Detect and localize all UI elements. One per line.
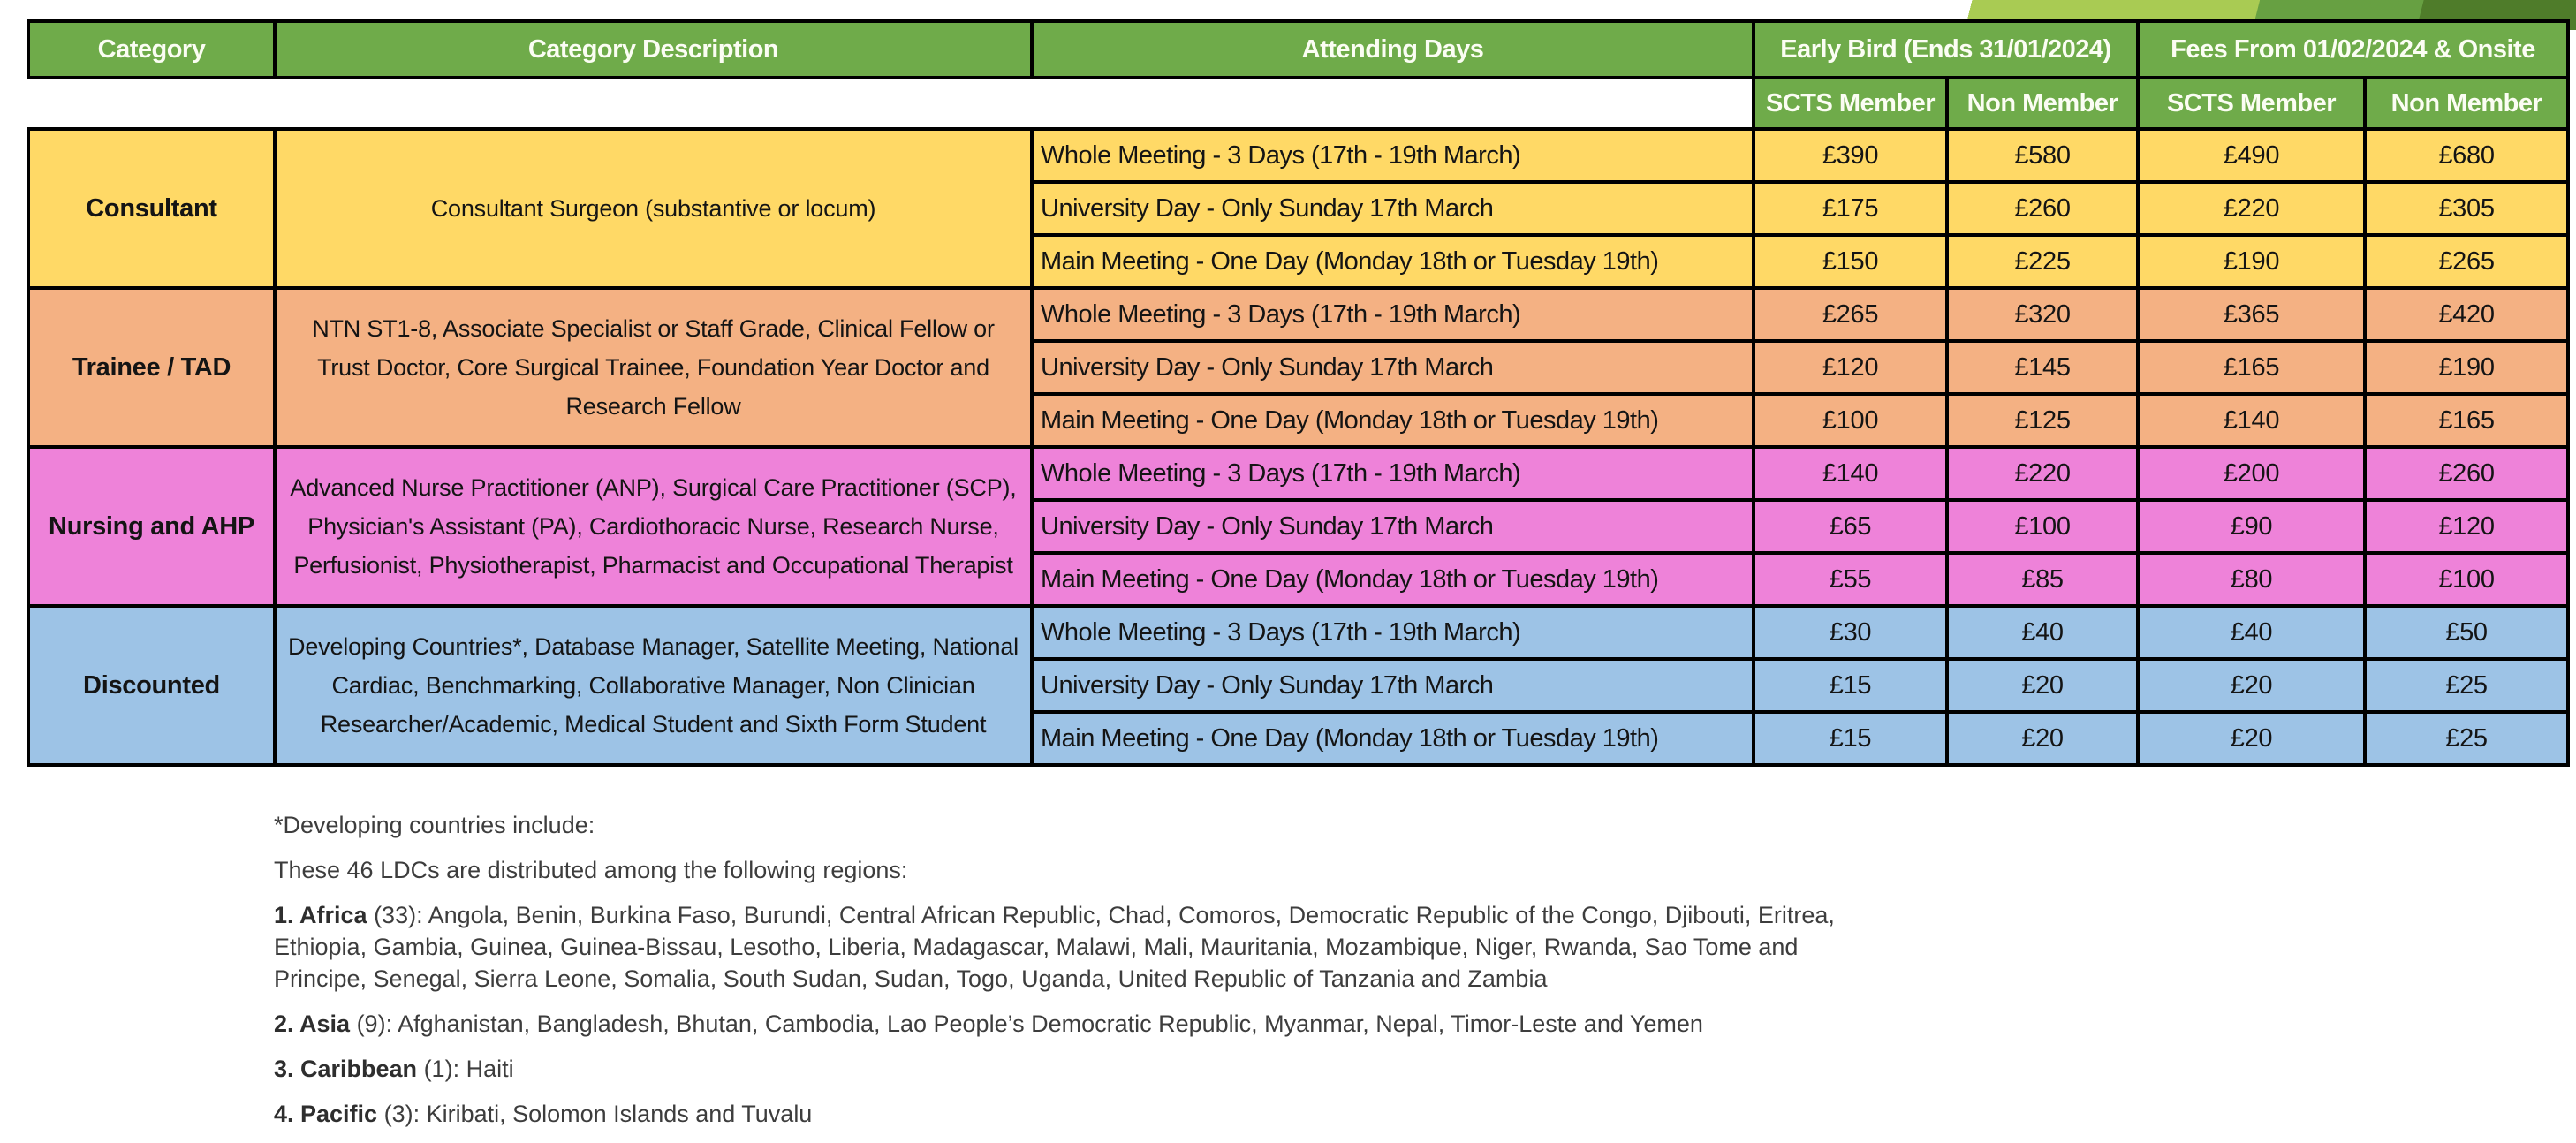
price-cell: £55 <box>1754 553 1947 606</box>
price-cell: £220 <box>1947 447 2138 500</box>
attending-day-cell: University Day - Only Sunday 17th March <box>1032 659 1754 712</box>
price-cell: £145 <box>1947 341 2138 394</box>
price-cell: £100 <box>1947 500 2138 553</box>
price-cell: £20 <box>1947 712 2138 765</box>
price-cell: £225 <box>1947 235 2138 288</box>
price-cell: £200 <box>2138 447 2365 500</box>
price-cell: £100 <box>1754 394 1947 447</box>
attending-day-cell: University Day - Only Sunday 17th March <box>1032 182 1754 235</box>
header-row-sub <box>28 78 2568 129</box>
price-cell: £25 <box>2365 659 2568 712</box>
header-fees-from: Fees From 01/02/2024 & Onsite <box>2138 21 2568 78</box>
price-cell: £30 <box>1754 606 1947 659</box>
header-row-main <box>28 21 2568 78</box>
price-cell: £165 <box>2365 394 2568 447</box>
header-category-description: Category Description <box>275 21 1032 78</box>
price-cell: £320 <box>1947 288 2138 341</box>
footnote-region-caribbean-label: 3. Caribbean <box>274 1056 418 1082</box>
footnote-region-caribbean <box>274 1053 1864 1085</box>
table-row <box>28 129 2568 182</box>
price-cell: £80 <box>2138 553 2365 606</box>
header-blank-spacer <box>28 78 1754 129</box>
price-cell: £580 <box>1947 129 2138 182</box>
price-cell: £40 <box>1947 606 2138 659</box>
price-cell: £40 <box>2138 606 2365 659</box>
price-cell: £390 <box>1754 129 1947 182</box>
price-cell: £265 <box>2365 235 2568 288</box>
price-cell: £120 <box>1754 341 1947 394</box>
footnote-region-asia-label: 2. Asia <box>274 1011 351 1037</box>
price-cell: £20 <box>2138 712 2365 765</box>
price-cell: £140 <box>1754 447 1947 500</box>
price-cell: £220 <box>2138 182 2365 235</box>
footnote-region-caribbean-text: (1): Haiti <box>417 1056 514 1082</box>
price-cell: £100 <box>2365 553 2568 606</box>
attending-day-cell: Whole Meeting - 3 Days (17th - 19th March) <box>1032 606 1754 659</box>
price-cell: £150 <box>1754 235 1947 288</box>
price-cell: £190 <box>2365 341 2568 394</box>
attending-day-cell: Whole Meeting - 3 Days (17th - 19th March) <box>1032 129 1754 182</box>
price-cell: £365 <box>2138 288 2365 341</box>
price-cell: £265 <box>1754 288 1947 341</box>
attending-day-cell: Whole Meeting - 3 Days (17th - 19th March) <box>1032 447 1754 500</box>
price-cell: £305 <box>2365 182 2568 235</box>
price-cell: £175 <box>1754 182 1947 235</box>
footnote-region-pacific-label: 4. Pacific <box>274 1101 378 1127</box>
price-cell: £420 <box>2365 288 2568 341</box>
category-description-cell: NTN ST1-8, Associate Specialist or Staff Grade, Clinical Fellow or Trust Doctor, Core Surgical Trainee, Foundation Year Doctor and Research Fellow <box>275 288 1032 447</box>
footnote-region-asia-text: (9): Afghanistan, Bangladesh, Bhutan, Cambodia, Lao People’s Democratic Republic, Myanmar, Nepal, Timor-Leste and Yemen <box>350 1011 1703 1037</box>
pricing-table <box>27 19 2570 767</box>
category-cell-nursing: Nursing and AHP <box>28 447 275 606</box>
price-cell: £15 <box>1754 712 1947 765</box>
attending-day-cell: Main Meeting - One Day (Monday 18th or Tuesday 19th) <box>1032 553 1754 606</box>
header-fees-scts-member: SCTS Member <box>2138 78 2365 129</box>
footnote-region-asia <box>274 1008 1864 1040</box>
category-description-cell: Developing Countries*, Database Manager, Satellite Meeting, National Cardiac, Benchmarking, Collaborative Manager, Non Clinician Researcher/Academic, Medical Student and Sixth Form Student <box>275 606 1032 765</box>
footnote-region-africa-label: 1. Africa <box>274 902 367 928</box>
price-cell: £190 <box>2138 235 2365 288</box>
footnote-region-africa-text: (33): Angola, Benin, Burkina Faso, Burundi, Central African Republic, Chad, Comoros, Democratic Republic of the Congo, Djibouti, Eritrea, Ethiopia, Gambia, Guinea, Guinea-Bissau, Lesotho, Liberia, Madagascar, Malawi, Mali, Mauritania, Mozambique, Niger, Rwanda, Sao Tome and Principe, Senegal, Sierra Leone, Somalia, South Sudan, Sudan, Togo, Uganda, United Republic of Tanzania and Zambia <box>274 902 1835 992</box>
price-cell: £90 <box>2138 500 2365 553</box>
footnote-region-pacific-text: (3): Kiribati, Solomon Islands and Tuvalu <box>377 1101 813 1127</box>
attending-day-cell: Main Meeting - One Day (Monday 18th or Tuesday 19th) <box>1032 712 1754 765</box>
footnote-intro: *Developing countries include: <box>274 812 595 838</box>
price-cell: £65 <box>1754 500 1947 553</box>
price-cell: £50 <box>2365 606 2568 659</box>
footnote-region-africa <box>274 899 1864 995</box>
table-row <box>28 447 2568 500</box>
price-cell: £125 <box>1947 394 2138 447</box>
table-row <box>28 606 2568 659</box>
header-fees-non-member: Non Member <box>2365 78 2568 129</box>
attending-day-cell: University Day - Only Sunday 17th March <box>1032 500 1754 553</box>
category-cell-trainee: Trainee / TAD <box>28 288 275 447</box>
header-attending-days: Attending Days <box>1032 21 1754 78</box>
price-cell: £15 <box>1754 659 1947 712</box>
table-row <box>28 288 2568 341</box>
header-early-bird: Early Bird (Ends 31/01/2024) <box>1754 21 2138 78</box>
attending-day-cell: University Day - Only Sunday 17th March <box>1032 341 1754 394</box>
attending-day-cell: Main Meeting - One Day (Monday 18th or Tuesday 19th) <box>1032 235 1754 288</box>
category-description-cell: Consultant Surgeon (substantive or locum) <box>275 129 1032 288</box>
category-description-cell: Advanced Nurse Practitioner (ANP), Surgical Care Practitioner (SCP), Physician's Assistant (PA), Cardiothoracic Nurse, Research Nurse, Perfusionist, Physiotherapist, Pharmacist and Occupational Therapist <box>275 447 1032 606</box>
header-eb-non-member: Non Member <box>1947 78 2138 129</box>
header-eb-scts-member: SCTS Member <box>1754 78 1947 129</box>
price-cell: £165 <box>2138 341 2365 394</box>
developing-countries-note <box>274 809 1864 1143</box>
header-category: Category <box>28 21 275 78</box>
price-cell: £680 <box>2365 129 2568 182</box>
price-cell: £120 <box>2365 500 2568 553</box>
attending-day-cell: Main Meeting - One Day (Monday 18th or Tuesday 19th) <box>1032 394 1754 447</box>
price-cell: £260 <box>2365 447 2568 500</box>
category-cell-discounted: Discounted <box>28 606 275 765</box>
footnote-ldc-summary: These 46 LDCs are distributed among the following regions: <box>274 857 908 883</box>
price-cell: £85 <box>1947 553 2138 606</box>
attending-day-cell: Whole Meeting - 3 Days (17th - 19th March) <box>1032 288 1754 341</box>
footnote-region-pacific <box>274 1098 1864 1130</box>
price-cell: £20 <box>1947 659 2138 712</box>
price-cell: £260 <box>1947 182 2138 235</box>
price-cell: £25 <box>2365 712 2568 765</box>
price-cell: £490 <box>2138 129 2365 182</box>
price-cell: £140 <box>2138 394 2365 447</box>
price-cell: £20 <box>2138 659 2365 712</box>
category-cell-consultant: Consultant <box>28 129 275 288</box>
